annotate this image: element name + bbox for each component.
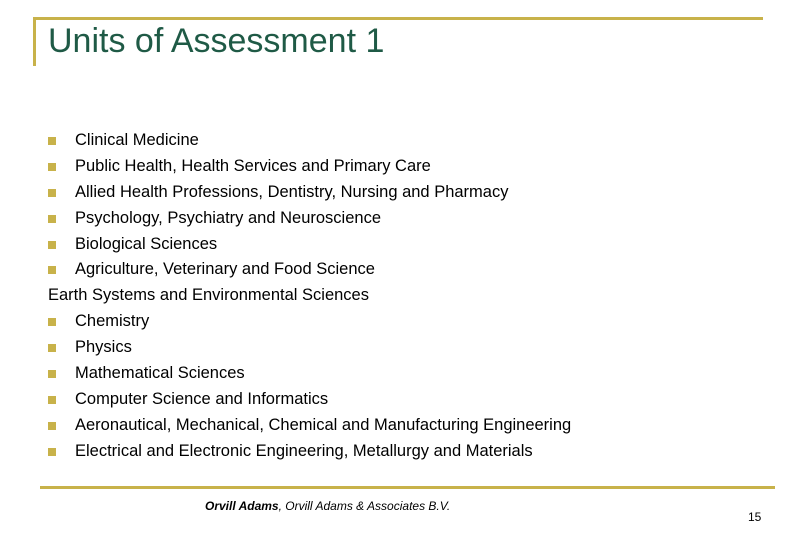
square-bullet-icon [48, 189, 56, 197]
list-item [48, 180, 788, 206]
list-item [48, 413, 788, 439]
left-rule [33, 17, 36, 66]
footer-affiliation: , Orvill Adams & Associates B.V. [278, 499, 451, 513]
list-item [48, 128, 788, 154]
square-bullet-icon [48, 344, 56, 352]
square-bullet-icon [48, 422, 56, 430]
list-item-text: Biological Sciences [75, 234, 218, 253]
list-item-text: Chemistry [75, 312, 150, 331]
list-item [48, 232, 788, 258]
list-item-text: Earth Systems and Environmental Sciences [48, 286, 369, 305]
list-item [48, 439, 788, 465]
list-item-text: Agriculture, Veterinary and Food Science [75, 260, 375, 279]
list-item-text: Public Health, Health Services and Primary Care [75, 156, 431, 175]
slide-title: Units of Assessment 1 [48, 22, 385, 60]
square-bullet-icon [48, 137, 56, 145]
list-item-text: Computer Science and Informatics [75, 389, 329, 408]
list-item-text: Allied Health Professions, Dentistry, Nursing and Pharmacy [75, 182, 509, 201]
list-item [48, 206, 788, 232]
top-rule [33, 17, 763, 20]
footer-credit [205, 499, 450, 513]
page-number: 15 [748, 510, 762, 524]
square-bullet-icon [48, 370, 56, 378]
list-item [48, 257, 788, 283]
list-item-text: Aeronautical, Mechanical, Chemical and Manufacturing Engineering [75, 415, 572, 434]
list-item-text: Clinical Medicine [75, 131, 199, 149]
list-item [48, 309, 788, 335]
bottom-rule [40, 486, 775, 489]
bullet-list [48, 128, 788, 465]
square-bullet-icon [48, 396, 56, 404]
square-bullet-icon [48, 215, 56, 223]
list-item [48, 361, 788, 387]
square-bullet-icon [48, 163, 56, 171]
list-item [48, 387, 788, 413]
list-item-text: Psychology, Psychiatry and Neuroscience [75, 208, 382, 227]
list-item [48, 283, 788, 309]
list-item-text: Electrical and Electronic Engineering, Metallurgy and Materials [75, 441, 533, 460]
list-item-text: Mathematical Sciences [75, 364, 245, 383]
list-item [48, 154, 788, 180]
square-bullet-icon [48, 266, 56, 274]
footer-author: Orvill Adams [205, 499, 279, 513]
square-bullet-icon [48, 318, 56, 326]
list-item [48, 335, 788, 361]
list-item-text: Physics [75, 338, 132, 357]
square-bullet-icon [48, 241, 56, 249]
square-bullet-icon [48, 448, 56, 456]
